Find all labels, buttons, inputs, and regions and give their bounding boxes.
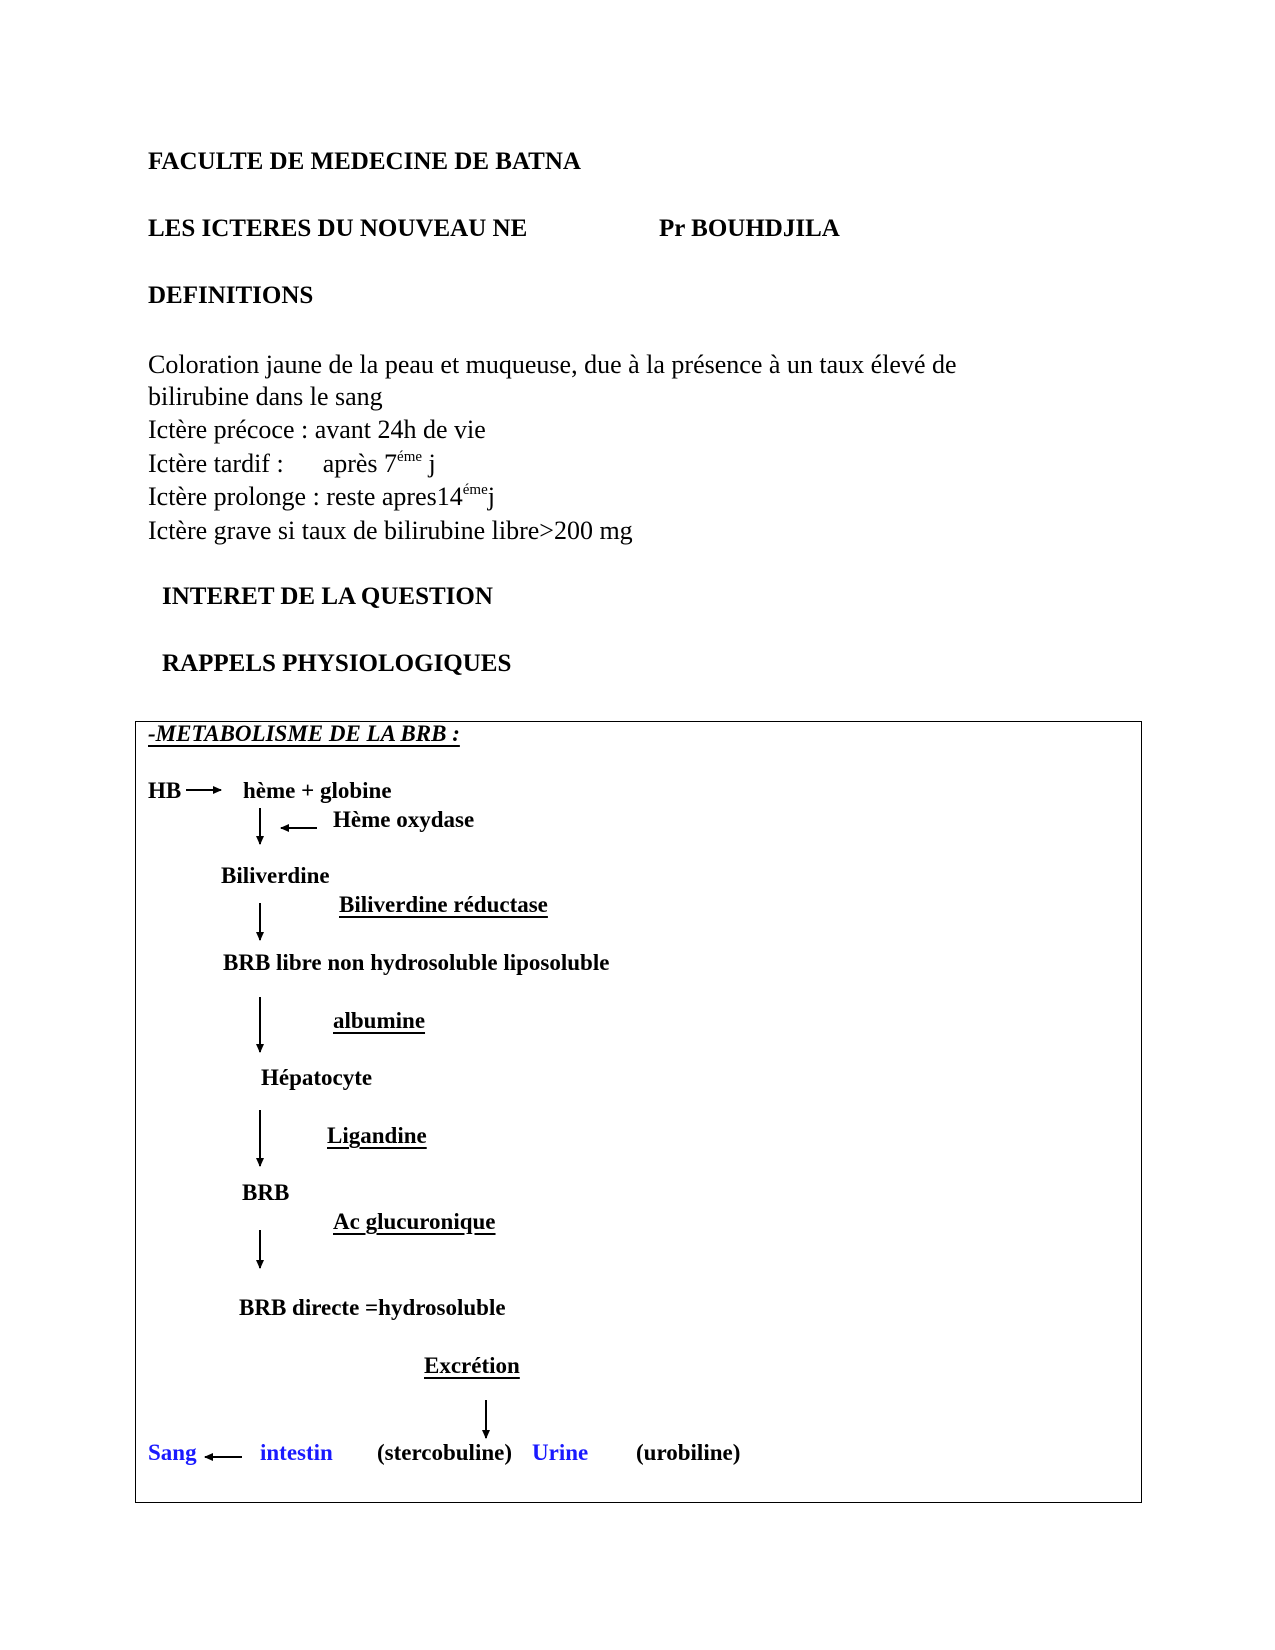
definition-line-5-sup: éme	[462, 482, 488, 498]
biliverdine-label: Biliverdine	[221, 863, 330, 888]
interet-heading: INTERET DE LA QUESTION	[162, 583, 493, 610]
definition-line-4-text: Ictère tardif : après 7	[148, 449, 398, 478]
ac-glucuronique-label: Ac glucuronique	[333, 1209, 496, 1234]
brb-libre-label: BRB libre non hydrosoluble liposoluble	[223, 950, 610, 975]
urobiline-label: (urobiline)	[636, 1440, 741, 1465]
albumine-label: albumine	[333, 1008, 426, 1033]
sang-label: Sang	[148, 1440, 197, 1465]
definition-line-4-sup: éme	[397, 449, 423, 465]
definitions-heading: DEFINITIONS	[148, 282, 314, 309]
faculty-heading: FACULTE DE MEDECINE DE BATNA	[148, 148, 581, 175]
ligandine-label: Ligandine	[327, 1123, 427, 1148]
definition-line-1: Coloration jaune de la peau et muqueuse, due à la présence à un taux élevé de	[148, 350, 957, 379]
diagram-title: -METABOLISME DE LA BRB :	[148, 721, 460, 746]
definition-line-5-text: Ictère prolonge : reste apres14	[148, 482, 463, 511]
urine-label: Urine	[532, 1440, 589, 1465]
brb-directe-label: BRB directe =hydrosoluble	[239, 1295, 506, 1320]
definition-line-4-end: j	[422, 449, 436, 478]
definition-line-3: Ictère précoce : avant 24h de vie	[148, 415, 486, 444]
heme-globine-label: hème + globine	[243, 778, 392, 803]
rappels-heading: RAPPELS PHYSIOLOGIQUES	[162, 650, 512, 677]
intestin-label: intestin	[260, 1440, 333, 1465]
brb-label: BRB	[242, 1180, 290, 1205]
definition-line-6: Ictère grave si taux de bilirubine libre>200 mg	[148, 516, 633, 545]
course-title: LES ICTERES DU NOUVEAU NE	[148, 215, 528, 242]
author-name: Pr BOUHDJILA	[659, 215, 840, 242]
biliverdine-reductase-label: Biliverdine réductase	[339, 892, 548, 917]
stercobuline-label: (stercobuline)	[377, 1440, 513, 1465]
definition-line-5-end: j	[487, 482, 495, 511]
excretion-label: Excrétion	[424, 1353, 520, 1378]
heme-oxydase-label: Hème oxydase	[333, 807, 475, 832]
hepatocyte-label: Hépatocyte	[261, 1065, 373, 1090]
hb-label: HB	[148, 778, 182, 803]
definition-line-2: bilirubine dans le sang	[148, 382, 383, 411]
